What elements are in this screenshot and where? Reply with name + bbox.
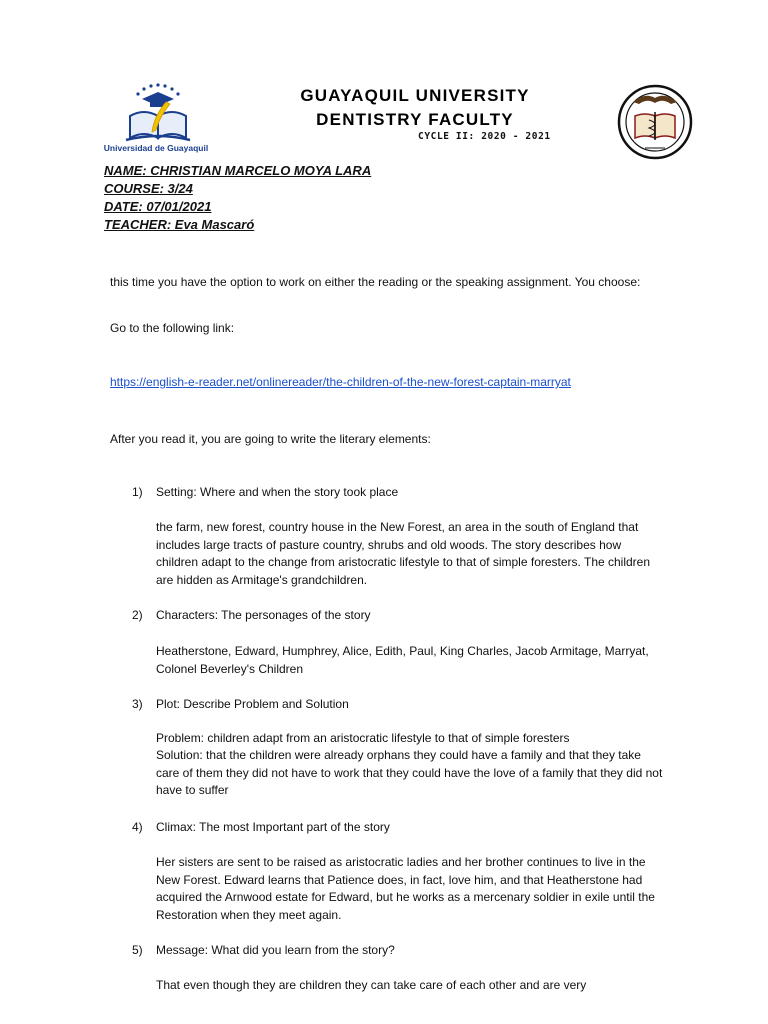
faculty-seal xyxy=(615,82,695,162)
student-course: COURSE: 3/24 xyxy=(104,181,193,196)
question-4-number: 4) xyxy=(132,820,143,834)
student-date: DATE: 07/01/2021 xyxy=(104,199,212,214)
answer-4: Her sisters are sent to be raised as aristocratic ladies and her brother continues to live in the New Forest. Edward learns that Patience does, in fact, love him, and that Heatherstone had acquired the Arnwood estate for Edward, but he works as a mercenary soldier in exile until the Restoration when they meet again. xyxy=(156,855,655,922)
answer-1: the farm, new forest, country house in the New Forest, an area in the south of England that includes large tracts of pasture country, shrubs and old woods. The story describes how children adapt to the change from aristocratic lifestyle to that of simple foresters. The children are hidden as Armitage's grandchildren. xyxy=(156,520,651,587)
literary-elements-instruction: After you read it, you are going to write the literary elements: xyxy=(110,432,431,446)
answer-3-problem: Problem: children adapt from an aristocratic lifestyle to that of simple foresters xyxy=(156,731,570,745)
answer-2: Heatherstone, Edward, Humphrey, Alice, Edith, Paul, King Charles, Jacob Armitage, Marryat, Colonel Beverley's Children xyxy=(156,644,649,676)
question-4-label: Climax: The most Important part of the story xyxy=(156,820,390,834)
answer-3-solution: Solution: that the children were already orphans they could have a family and that they take care of them they did not have to work that they could have the love of a family that they did not have to suffer xyxy=(156,748,663,797)
reading-link[interactable]: https://english-e-reader.net/onlinereader/the-children-of-the-new-forest-captain-marryat xyxy=(110,375,571,389)
question-3 xyxy=(132,696,349,714)
university-title: GUAYAQUIL UNIVERSITY xyxy=(300,86,530,105)
question-5-label: Message: What did you learn from the story? xyxy=(156,943,395,957)
question-2-label: Characters: The personages of the story xyxy=(156,608,371,622)
question-2-number: 2) xyxy=(132,608,143,622)
question-1-label: Setting: Where and when the story took place xyxy=(156,485,399,499)
question-5 xyxy=(132,942,395,960)
question-4 xyxy=(132,819,390,837)
link-instruction: Go to the following link: xyxy=(110,321,235,335)
question-1-number: 1) xyxy=(132,485,143,499)
question-5-number: 5) xyxy=(132,943,143,957)
student-name: NAME: CHRISTIAN MARCELO MOYA LARA xyxy=(104,163,372,178)
question-3-label: Plot: Describe Problem and Solution xyxy=(156,697,349,711)
student-teacher: TEACHER: Eva Mascaró xyxy=(104,217,255,232)
question-1 xyxy=(132,484,398,502)
faculty-title: DENTISTRY FACULTY xyxy=(316,110,514,129)
university-logo-caption: Universidad de Guayaquil xyxy=(103,143,209,153)
question-2 xyxy=(132,607,371,625)
student-info xyxy=(104,162,371,234)
cycle-label: CYCLE II: 2020 - 2021 xyxy=(418,131,551,142)
answer-5: That even though they are children they can take care of each other and are very xyxy=(156,978,587,992)
question-3-number: 3) xyxy=(132,697,143,711)
intro-paragraph: this time you have the option to work on either the reading or the speaking assignment. You choose: xyxy=(110,275,641,289)
